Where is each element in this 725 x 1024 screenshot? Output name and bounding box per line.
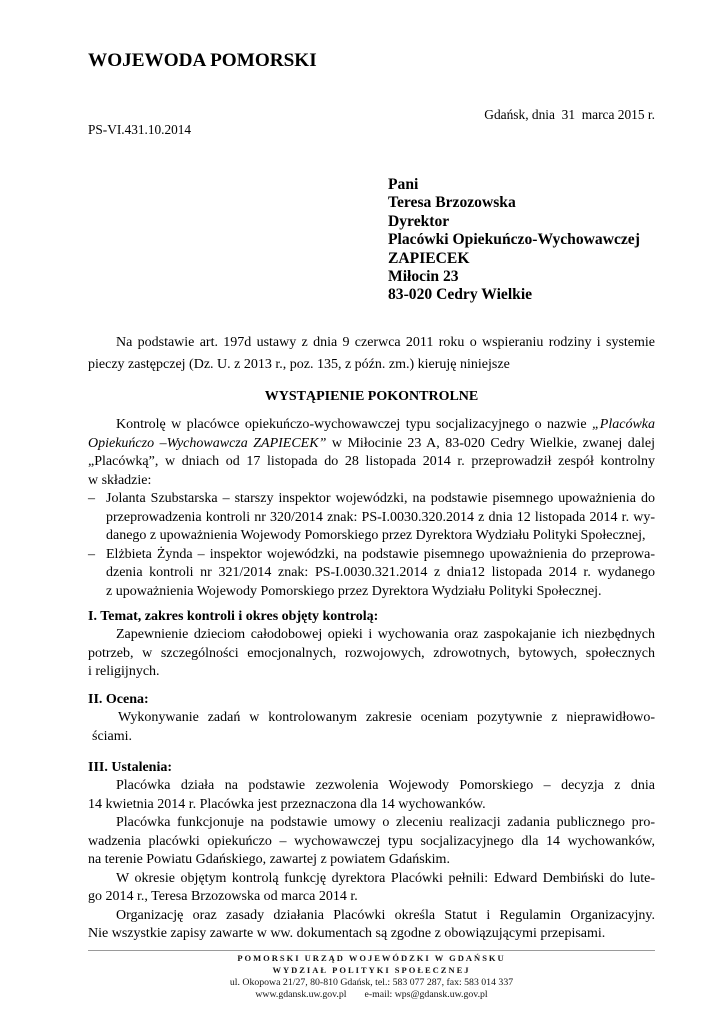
text-line: wadzenia placówki opiekuńczo – wychowawczej typu socjalizacyjnego dla 14 wychowanków,	[88, 833, 655, 849]
list-dash-marker: –	[88, 546, 95, 562]
recipient-postal-city: 83-020 Cedry Wielkie	[388, 286, 533, 304]
section-heading: III. Ustalenia:	[88, 759, 173, 775]
text-line: Jolanta Szubstarska – starszy inspektor wojewódzki, na podstawie pisemnego upoważnienia do	[106, 491, 655, 506]
text-line: 14 kwietnia 2014 r. Placówka jest przeznaczona dla 14 wychowanków.	[88, 796, 486, 812]
text-line: „Placówką”, w dniach od 17 listopada do 28 listopada 2014 r. przeprowadził zespół kontrolny	[88, 454, 655, 469]
legal-basis-paragraph	[88, 332, 655, 375]
recipient-position: Dyrektor	[388, 212, 450, 230]
text-line: pieczy zastępczej (Dz. U. z 2013 r., poz. 135, z późn. zm.) kieruję niniejsze	[88, 356, 510, 372]
text-segment: Kontrolę w placówce opiekuńczo-wychowawczej typu socjalizacyjnego o nazwie	[116, 417, 592, 432]
footer-web-contact	[88, 989, 655, 1001]
footer-department-name: WYDZIAŁ POLITYKI SPOŁECZNEJ	[272, 965, 471, 975]
section-heading: I. Temat, zakres kontroli i okres objęty kontrolą:	[88, 608, 379, 624]
section-heading: II. Ocena:	[88, 691, 149, 707]
text-line: z upoważnienia Wojewody Pomorskiego przez Dyrektora Wydziału Polityki Społecznej.	[106, 583, 602, 599]
text-line: Placówka funkcjonuje na podstawie umowy o zleceniu realizacji zadania publicznego pro-	[116, 815, 655, 830]
footer-address-contact: ul. Okopowa 21/27, 80-810 Gdańsk, tel.: 583 077 287, fax: 583 014 337	[229, 977, 514, 988]
recipient-address-block	[388, 176, 640, 305]
text-line: potrzeb, w szczególności emocjonalnych, rozwojowych, zdrowotnych, bytowych, społecznych	[88, 645, 655, 661]
text-line: przeprowadzenia kontroli nr 320/2014 znak: PS-I.0030.320.2014 z dnia 12 listopada 2014 r. wy-	[106, 509, 655, 525]
issuing-authority-heading: WOJEWODA POMORSKI	[88, 50, 317, 71]
team-member-item	[88, 546, 655, 602]
text-line: ściami.	[92, 728, 133, 744]
facility-name-italic: Opiekuńczo –Wychowawcza ZAPIECEK”	[88, 435, 327, 451]
text-line	[88, 416, 655, 435]
list-dash-marker: –	[88, 491, 95, 506]
text-line: Organizację oraz zasady działania Placówki określa Statut i Regulamin Organizacyjny.	[116, 907, 655, 923]
recipient-street: Miłocin 23	[388, 268, 459, 286]
section-assessment	[88, 691, 655, 747]
recipient-institution-name: ZAPIECEK	[388, 249, 470, 267]
case-reference-number: PS-VI.431.10.2014	[88, 122, 192, 137]
footer-office-name: POMORSKI URZĄD WOJEWÓDZKI W GDAŃSKU	[237, 953, 506, 963]
team-member-item	[88, 490, 655, 546]
text-line	[88, 435, 655, 454]
recipient-salutation: Pani	[388, 176, 419, 193]
footer-divider	[88, 950, 655, 951]
text-line: Zapewnienie dzieciom całodobowej opieki i wychowania oraz zaspokajanie ich niezbędnych	[116, 627, 655, 642]
text-line: w składzie:	[88, 472, 152, 488]
text-line: Nie wszystkie zapisy zawarte w ww. dokumentach są zgodne z obowiązującymi przepisami.	[88, 926, 606, 941]
inspection-paragraph	[88, 416, 655, 601]
text-line: Elżbieta Żynda – inspektor wojewódzki, na podstawie pisemnego upoważnienia do przeprowa-	[106, 546, 655, 562]
text-line: Wykonywanie zadań w kontrolowanym zakresie oceniam pozytywnie z nieprawidłowo-	[118, 710, 655, 725]
text-line: i religijnych.	[88, 664, 160, 679]
text-line: danego z upoważnienia Wojewody Pomorskiego przez Dyrektora Wydziału Polityki Społecznej,	[106, 528, 646, 543]
footer-email: e-mail: wps@gdansk.uw.gov.pl	[364, 989, 488, 1000]
text-line: dzenia kontroli nr 321/2014 znak: PS-I.0030.321.2014 z dnia12 listopada 2014 r. wydanego	[106, 565, 655, 580]
place-and-date: Gdańsk, dnia 31 marca 2015 r.	[484, 107, 655, 122]
text-line: na terenie Powiatu Gdańskiego, zawartej z powiatem Gdańskim.	[88, 852, 450, 867]
text-line: W okresie objętym kontrolą funkcję dyrektora Placówki pełnili: Edward Dembiński do lute-	[116, 870, 655, 886]
text-line: go 2014 r., Teresa Brzozowska od marca 2014 r.	[88, 889, 358, 904]
text-line: Na podstawie art. 197d ustawy z dnia 9 czerwca 2011 roku o wspieraniu rodziny i systemie	[116, 335, 655, 350]
recipient-institution-type: Placówki Opiekuńczo-Wychowawczej	[388, 231, 640, 249]
text-line: Placówka działa na podstawie zezwolenia Wojewody Pomorskiego – decyzja z dnia	[116, 778, 655, 793]
document-title: WYSTĄPIENIE POKONTROLNE	[264, 389, 479, 404]
text-segment: w Miłocinie 23 A, 83-020 Cedry Wielkie, zwanej dalej	[326, 435, 655, 451]
facility-name-italic: „Placówka	[592, 417, 655, 432]
footer-website: www.gdansk.uw.gov.pl	[255, 989, 347, 1000]
recipient-name: Teresa Brzozowska	[388, 194, 516, 212]
section-findings	[88, 759, 655, 944]
section-scope	[88, 608, 655, 682]
